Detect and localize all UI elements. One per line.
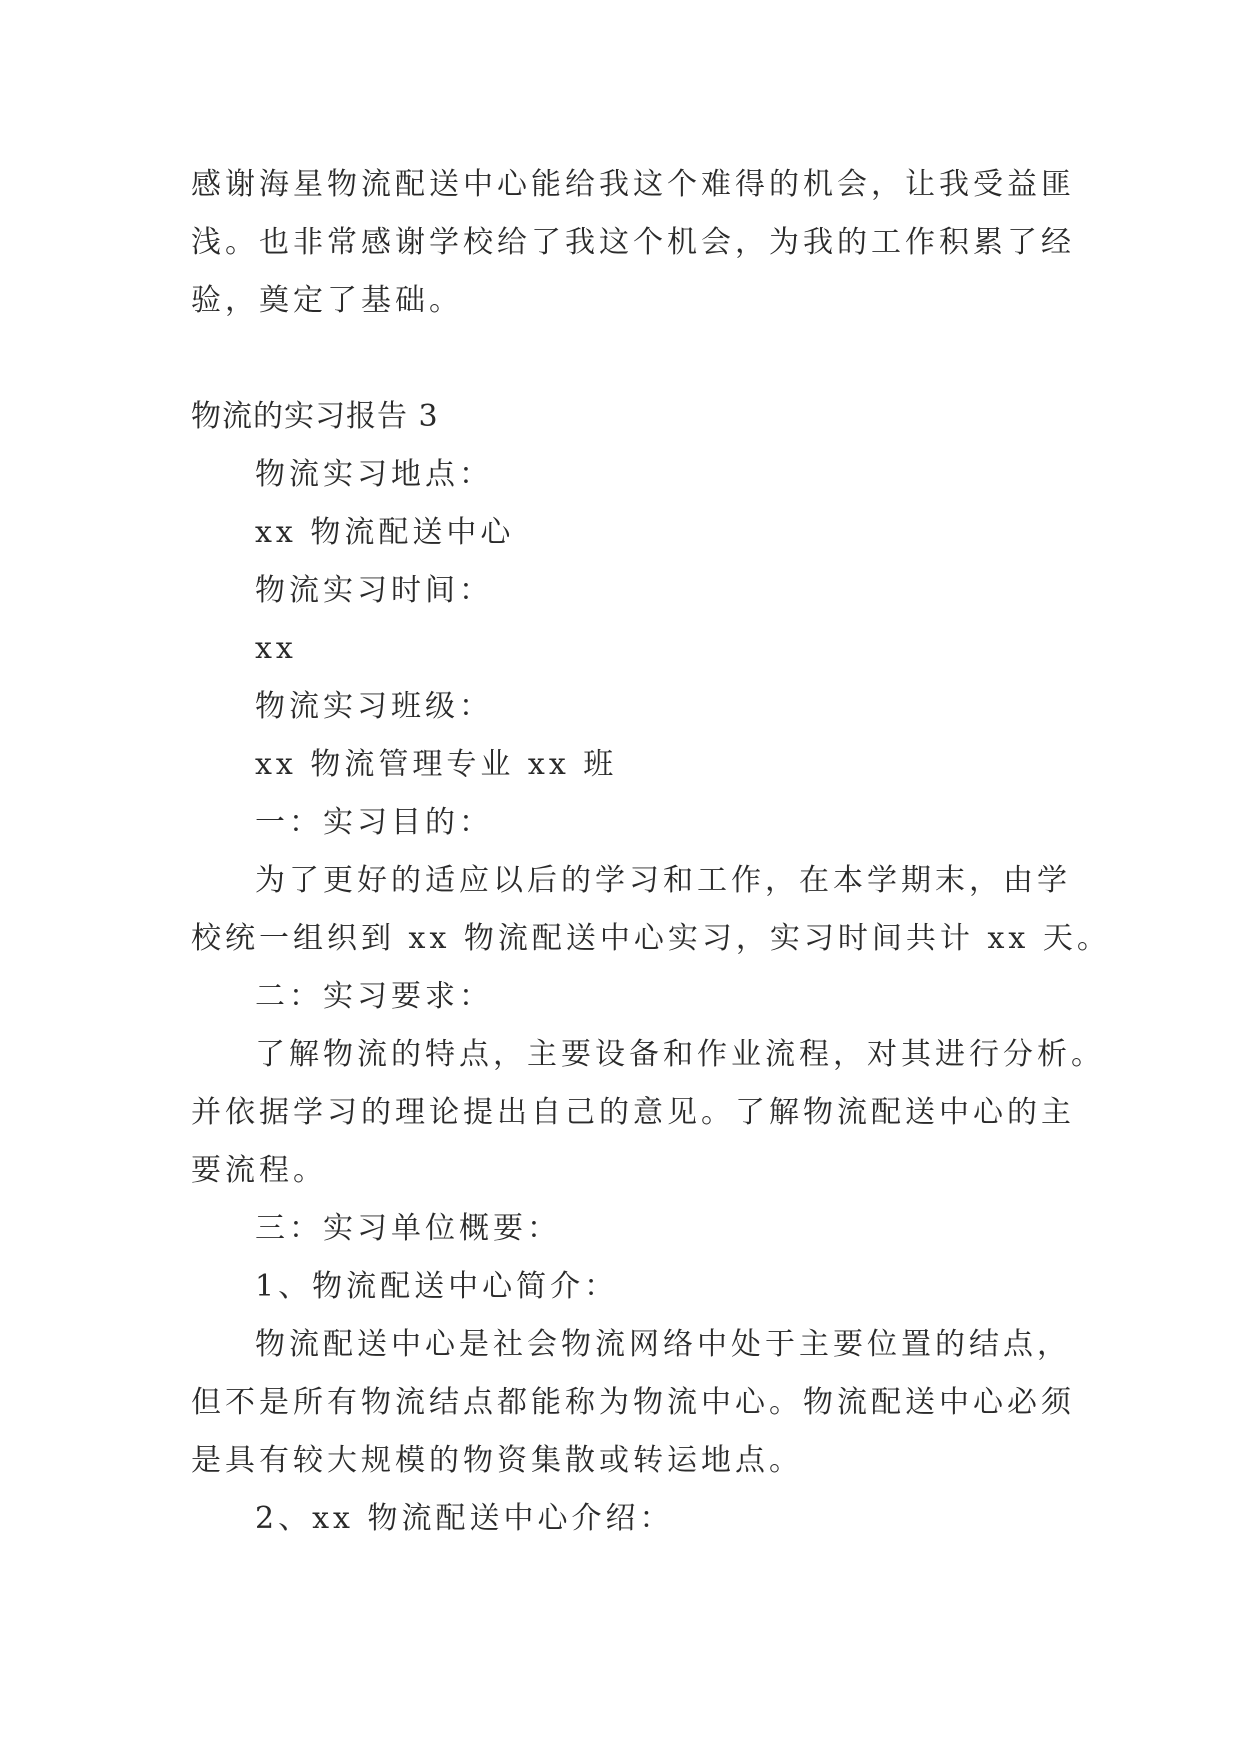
location-value: xx 物流配送中心 xyxy=(255,515,515,550)
xx-center-heading: 2、xx 物流配送中心介绍： xyxy=(255,1501,674,1536)
center-intro-heading: 1、物流配送中心简介： xyxy=(255,1269,619,1304)
center-intro-line-2: 但不是所有物流结点都能称为物流中心。物流配送中心必须 xyxy=(191,1385,1075,1420)
paragraph-gap xyxy=(191,330,1051,388)
time-label: 物流实习时间： xyxy=(255,573,493,608)
report-title: 物流的实习报告 3 xyxy=(191,399,439,434)
class-value: xx 物流管理专业 xx 班 xyxy=(255,747,618,782)
purpose-line-2: 校统一组织到 xx 物流配送中心实习，实习时间共计 xx 天。 xyxy=(191,921,1111,956)
requirements-line-3: 要流程。 xyxy=(191,1153,327,1188)
requirements-line-2: 并依据学习的理论提出自己的意见。了解物流配送中心的主 xyxy=(191,1095,1075,1130)
requirements-heading: 二：实习要求： xyxy=(255,979,493,1014)
intro-line-2: 浅。也非常感谢学校给了我这个机会，为我的工作积累了经 xyxy=(191,225,1075,260)
location-label: 物流实习地点： xyxy=(255,457,493,492)
purpose-heading: 一：实习目的： xyxy=(255,805,493,840)
class-label: 物流实习班级： xyxy=(255,689,493,724)
requirements-line-1: 了解物流的特点，主要设备和作业流程，对其进行分析。 xyxy=(255,1037,1105,1072)
overview-heading: 三：实习单位概要： xyxy=(255,1211,561,1246)
document-body xyxy=(191,156,1111,1548)
center-intro-line-1: 物流配送中心是社会物流网络中处于主要位置的结点， xyxy=(255,1327,1071,1362)
purpose-line-1: 为了更好的适应以后的学习和工作，在本学期末，由学 xyxy=(255,863,1071,898)
center-intro-line-3: 是具有较大规模的物资集散或转运地点。 xyxy=(191,1443,803,1478)
intro-line-1: 感谢海星物流配送中心能给我这个难得的机会，让我受益匪 xyxy=(191,167,1075,202)
intro-line-3: 验，奠定了基础。 xyxy=(191,283,463,318)
time-value: xx xyxy=(255,631,297,666)
